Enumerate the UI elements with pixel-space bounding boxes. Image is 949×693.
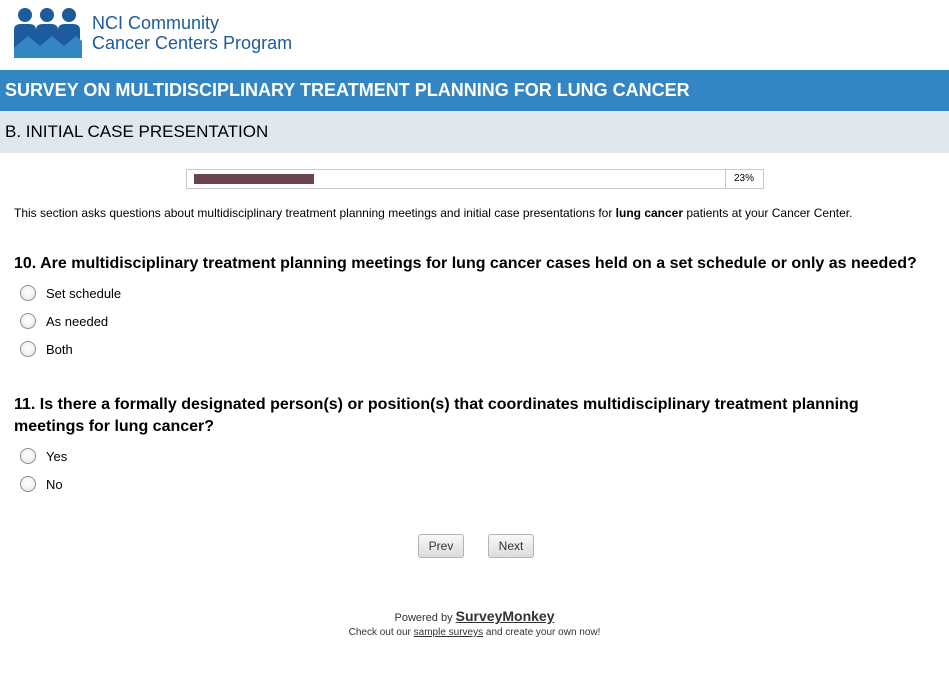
- option-label: Both: [46, 341, 73, 357]
- option-label: As needed: [46, 313, 109, 329]
- option-as-needed[interactable]: [20, 311, 108, 331]
- radio-both[interactable]: [20, 341, 36, 357]
- next-button[interactable]: Next: [488, 534, 534, 558]
- prev-button[interactable]: Prev: [418, 534, 464, 558]
- option-no[interactable]: [20, 474, 63, 494]
- option-yes[interactable]: [20, 446, 67, 466]
- checkout-rest: and create your own now!: [485, 627, 601, 638]
- people-logo-icon: [12, 6, 84, 60]
- footer-checkout: [0, 627, 949, 638]
- nci-logo: [12, 6, 312, 62]
- intro-text-2: patients at your Cancer Center.: [683, 206, 853, 220]
- surveymonkey-link[interactable]: SurveyMonkey: [455, 608, 555, 624]
- powered-by: [0, 608, 949, 624]
- sample-surveys-link[interactable]: sample surveys: [413, 627, 484, 638]
- progress-bar: [186, 169, 764, 189]
- progress-fill: [194, 174, 314, 184]
- progress-percent: 23%: [733, 173, 754, 184]
- question-10: 10. Are multidisciplinary treatment planning meetings for lung cancer cases held on a set schedule or only as needed?: [14, 255, 917, 272]
- option-label: Set schedule: [46, 285, 122, 301]
- question-11: 11. Is there a formally designated person(s) or position(s) that coordinates multidisciplinary treatment planning meetings for lung cancer?: [14, 396, 859, 435]
- radio-no[interactable]: [20, 476, 36, 492]
- option-set-schedule[interactable]: [20, 283, 121, 303]
- radio-set-schedule[interactable]: [20, 285, 36, 301]
- option-both[interactable]: [20, 339, 73, 359]
- progress-track: [187, 170, 726, 188]
- radio-yes[interactable]: [20, 448, 36, 464]
- checkout-text: Check out our: [348, 627, 411, 638]
- option-label: Yes: [46, 448, 68, 464]
- intro-bold: lung cancer: [615, 206, 684, 220]
- survey-title: SURVEY ON MULTIDISCIPLINARY TREATMENT PLANNING FOR LUNG CANCER: [0, 70, 949, 111]
- section-title: B. INITIAL CASE PRESENTATION: [0, 111, 949, 153]
- logo-line-1: NCI Community: [92, 13, 220, 33]
- option-label: No: [46, 476, 63, 492]
- powered-by-text: Powered by: [394, 612, 453, 624]
- intro-text-1: This section asks questions about multidisciplinary treatment planning meetings and initial case presentations for: [14, 206, 616, 220]
- radio-as-needed[interactable]: [20, 313, 36, 329]
- section-intro: [14, 206, 852, 220]
- logo-line-2: Cancer Centers Program: [92, 33, 293, 53]
